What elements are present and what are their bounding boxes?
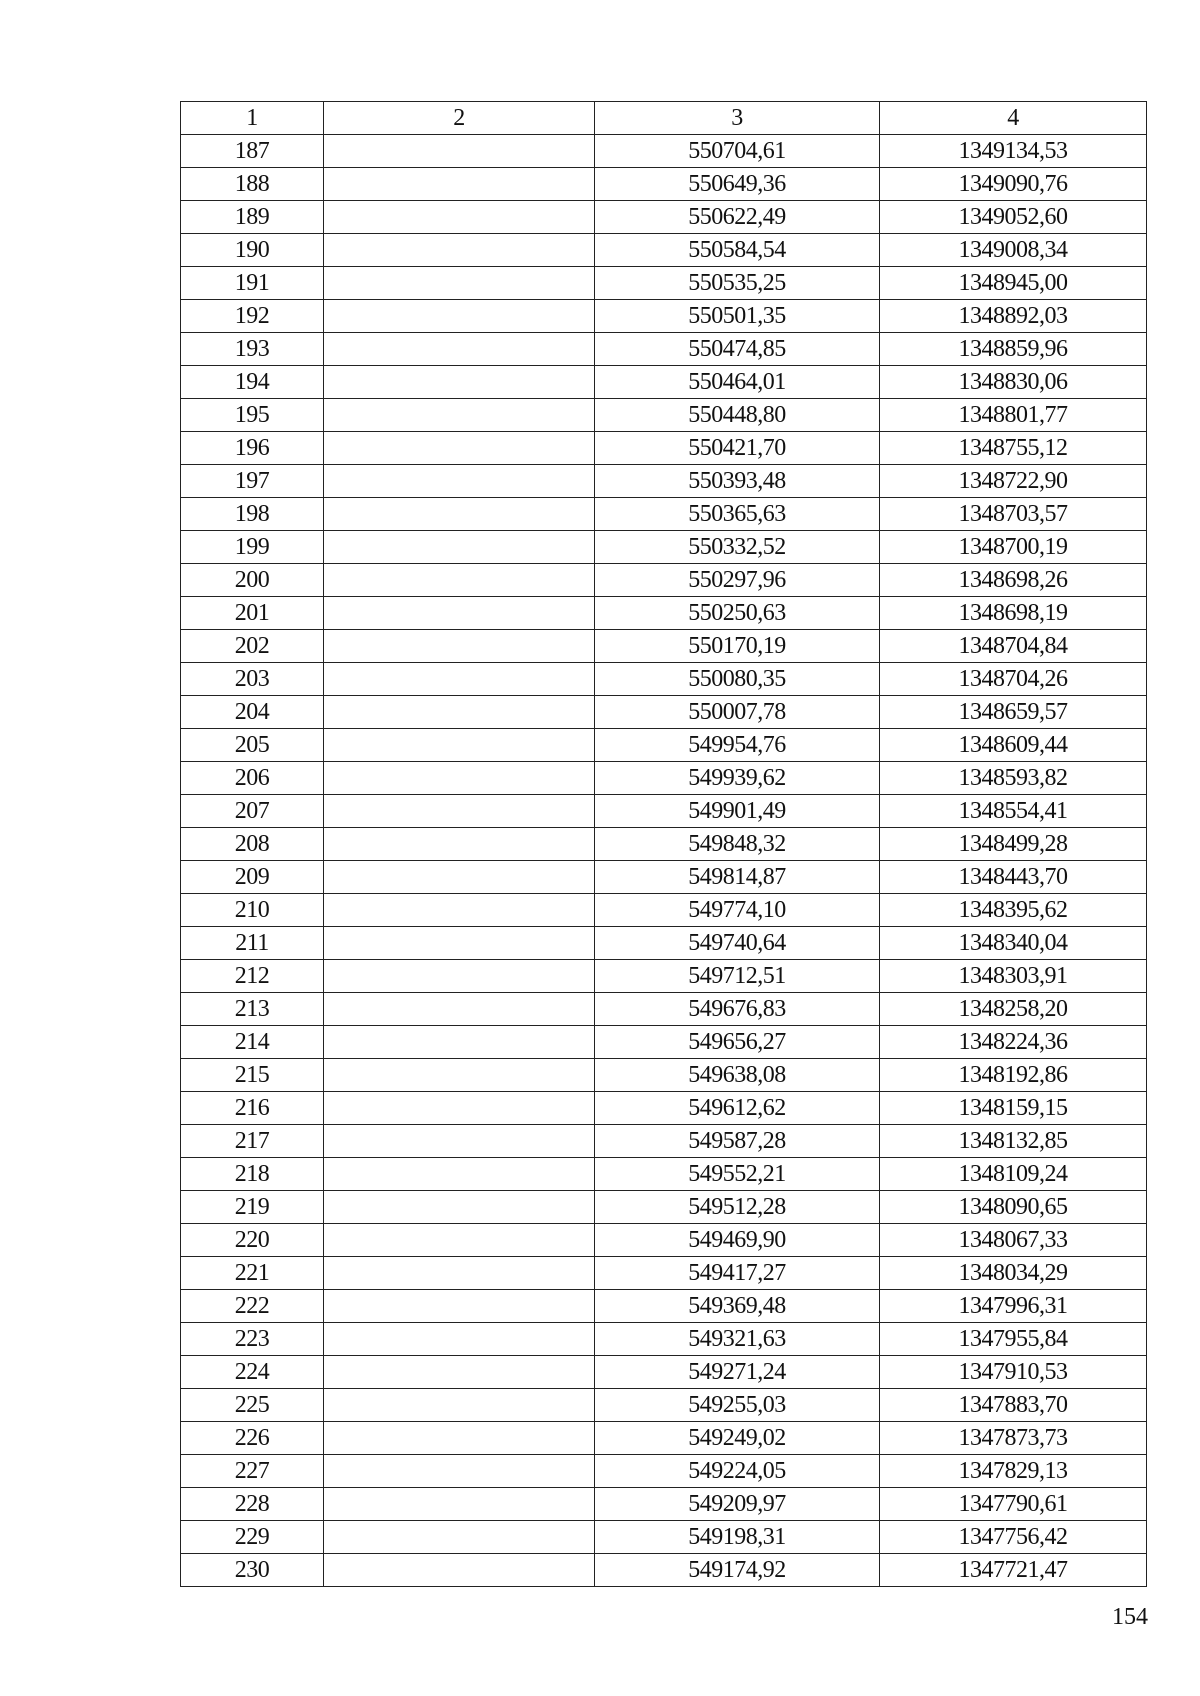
table-cell bbox=[324, 1125, 595, 1158]
table-cell bbox=[324, 1290, 595, 1323]
table-cell: 550332,52 bbox=[595, 531, 880, 564]
table-row bbox=[181, 861, 1147, 894]
table-cell: 1347955,84 bbox=[880, 1323, 1147, 1356]
column-header: 1 bbox=[181, 102, 324, 135]
table-cell bbox=[324, 663, 595, 696]
table-cell bbox=[324, 333, 595, 366]
table-cell: 1348801,77 bbox=[880, 399, 1147, 432]
table-cell: 1349052,60 bbox=[880, 201, 1147, 234]
table-cell: 1348395,62 bbox=[880, 894, 1147, 927]
table-row bbox=[181, 168, 1147, 201]
table-cell: 1348554,41 bbox=[880, 795, 1147, 828]
table-row bbox=[181, 762, 1147, 795]
table-row bbox=[181, 432, 1147, 465]
table-row bbox=[181, 1125, 1147, 1158]
table-row bbox=[181, 1488, 1147, 1521]
table-cell bbox=[324, 1554, 595, 1587]
table-cell: 1348722,90 bbox=[880, 465, 1147, 498]
table-cell: 229 bbox=[181, 1521, 324, 1554]
table-cell bbox=[324, 795, 595, 828]
table-cell: 549901,49 bbox=[595, 795, 880, 828]
table-cell: 213 bbox=[181, 993, 324, 1026]
table-cell: 549552,21 bbox=[595, 1158, 880, 1191]
table-cell: 549774,10 bbox=[595, 894, 880, 927]
table-cell: 205 bbox=[181, 729, 324, 762]
table-cell: 225 bbox=[181, 1389, 324, 1422]
table-cell: 549174,92 bbox=[595, 1554, 880, 1587]
table-row bbox=[181, 1290, 1147, 1323]
table-cell: 206 bbox=[181, 762, 324, 795]
table-cell: 549638,08 bbox=[595, 1059, 880, 1092]
table-cell: 1347721,47 bbox=[880, 1554, 1147, 1587]
table-row bbox=[181, 1389, 1147, 1422]
table-row bbox=[181, 663, 1147, 696]
table-cell: 549954,76 bbox=[595, 729, 880, 762]
table-cell bbox=[324, 597, 595, 630]
table-cell: 1348067,33 bbox=[880, 1224, 1147, 1257]
table-cell: 550448,80 bbox=[595, 399, 880, 432]
table-row bbox=[181, 597, 1147, 630]
table-cell: 1348609,44 bbox=[880, 729, 1147, 762]
table-cell: 550584,54 bbox=[595, 234, 880, 267]
table-cell bbox=[324, 300, 595, 333]
table-cell: 1348034,29 bbox=[880, 1257, 1147, 1290]
table-cell: 1348659,57 bbox=[880, 696, 1147, 729]
table-cell: 550393,48 bbox=[595, 465, 880, 498]
table-cell: 549249,02 bbox=[595, 1422, 880, 1455]
table-cell: 188 bbox=[181, 168, 324, 201]
table-cell bbox=[324, 498, 595, 531]
table-row bbox=[181, 1455, 1147, 1488]
table-cell: 550421,70 bbox=[595, 432, 880, 465]
table-cell bbox=[324, 960, 595, 993]
table-cell: 1347996,31 bbox=[880, 1290, 1147, 1323]
table-cell: 1348132,85 bbox=[880, 1125, 1147, 1158]
table-cell: 550704,61 bbox=[595, 135, 880, 168]
table-cell: 1348703,57 bbox=[880, 498, 1147, 531]
table-cell: 210 bbox=[181, 894, 324, 927]
table-cell: 549848,32 bbox=[595, 828, 880, 861]
table-cell: 1348593,82 bbox=[880, 762, 1147, 795]
table-cell bbox=[324, 1026, 595, 1059]
table-cell: 1348698,26 bbox=[880, 564, 1147, 597]
table-row bbox=[181, 927, 1147, 960]
table-cell: 1348340,04 bbox=[880, 927, 1147, 960]
table-row bbox=[181, 1026, 1147, 1059]
table-cell: 1348090,65 bbox=[880, 1191, 1147, 1224]
table-cell: 1348159,15 bbox=[880, 1092, 1147, 1125]
table-cell: 226 bbox=[181, 1422, 324, 1455]
table-cell: 1348192,86 bbox=[880, 1059, 1147, 1092]
table-row bbox=[181, 1191, 1147, 1224]
table-cell bbox=[324, 432, 595, 465]
table-cell: 550170,19 bbox=[595, 630, 880, 663]
table-row bbox=[181, 1224, 1147, 1257]
table-row bbox=[181, 1158, 1147, 1191]
table-cell: 549676,83 bbox=[595, 993, 880, 1026]
table-cell: 549656,27 bbox=[595, 1026, 880, 1059]
table-row bbox=[181, 234, 1147, 267]
table-cell: 550007,78 bbox=[595, 696, 880, 729]
table-cell: 549814,87 bbox=[595, 861, 880, 894]
table-cell: 549469,90 bbox=[595, 1224, 880, 1257]
table-cell: 550080,35 bbox=[595, 663, 880, 696]
table-cell: 549512,28 bbox=[595, 1191, 880, 1224]
table-cell bbox=[324, 234, 595, 267]
table-cell bbox=[324, 1191, 595, 1224]
table-cell: 550464,01 bbox=[595, 366, 880, 399]
table-cell: 209 bbox=[181, 861, 324, 894]
table-cell bbox=[324, 465, 595, 498]
table-cell: 550250,63 bbox=[595, 597, 880, 630]
table-cell: 204 bbox=[181, 696, 324, 729]
table-cell: 197 bbox=[181, 465, 324, 498]
table-cell: 1348443,70 bbox=[880, 861, 1147, 894]
table-cell bbox=[324, 168, 595, 201]
table-row bbox=[181, 333, 1147, 366]
table-cell: 207 bbox=[181, 795, 324, 828]
table-row bbox=[181, 300, 1147, 333]
table-row bbox=[181, 201, 1147, 234]
table-cell bbox=[324, 1224, 595, 1257]
table-cell: 549271,24 bbox=[595, 1356, 880, 1389]
table-cell: 1348704,26 bbox=[880, 663, 1147, 696]
column-header: 3 bbox=[595, 102, 880, 135]
table-cell: 549939,62 bbox=[595, 762, 880, 795]
table-cell: 549612,62 bbox=[595, 1092, 880, 1125]
table-cell: 216 bbox=[181, 1092, 324, 1125]
table-cell: 549740,64 bbox=[595, 927, 880, 960]
table-cell bbox=[324, 1488, 595, 1521]
table-cell: 1347829,13 bbox=[880, 1455, 1147, 1488]
table-row bbox=[181, 267, 1147, 300]
table-cell: 1348499,28 bbox=[880, 828, 1147, 861]
table-row bbox=[181, 1323, 1147, 1356]
table-cell: 550501,35 bbox=[595, 300, 880, 333]
table-cell: 1347873,73 bbox=[880, 1422, 1147, 1455]
table-cell bbox=[324, 729, 595, 762]
table-cell: 219 bbox=[181, 1191, 324, 1224]
table-cell: 203 bbox=[181, 663, 324, 696]
table-cell: 196 bbox=[181, 432, 324, 465]
table-header-row bbox=[181, 102, 1147, 135]
table-cell: 1348224,36 bbox=[880, 1026, 1147, 1059]
table-cell bbox=[324, 399, 595, 432]
table-cell: 1349134,53 bbox=[880, 135, 1147, 168]
table-cell: 1347756,42 bbox=[880, 1521, 1147, 1554]
table-cell: 1348945,00 bbox=[880, 267, 1147, 300]
table-cell: 220 bbox=[181, 1224, 324, 1257]
table-cell: 1347790,61 bbox=[880, 1488, 1147, 1521]
table-cell: 549198,31 bbox=[595, 1521, 880, 1554]
table-cell: 1348892,03 bbox=[880, 300, 1147, 333]
table-row bbox=[181, 399, 1147, 432]
table-cell bbox=[324, 267, 595, 300]
table-row bbox=[181, 498, 1147, 531]
table-cell bbox=[324, 630, 595, 663]
table-cell: 187 bbox=[181, 135, 324, 168]
table-row bbox=[181, 1422, 1147, 1455]
table-cell: 1348700,19 bbox=[880, 531, 1147, 564]
table-cell bbox=[324, 993, 595, 1026]
table-cell: 191 bbox=[181, 267, 324, 300]
table-row bbox=[181, 1059, 1147, 1092]
table-cell: 189 bbox=[181, 201, 324, 234]
table-cell: 228 bbox=[181, 1488, 324, 1521]
table-cell: 212 bbox=[181, 960, 324, 993]
table-cell bbox=[324, 1389, 595, 1422]
table-cell: 1348109,24 bbox=[880, 1158, 1147, 1191]
table-cell: 550365,63 bbox=[595, 498, 880, 531]
table-cell bbox=[324, 1158, 595, 1191]
table-cell: 550535,25 bbox=[595, 267, 880, 300]
table-cell: 215 bbox=[181, 1059, 324, 1092]
table-cell: 218 bbox=[181, 1158, 324, 1191]
page-number: 154 bbox=[1112, 1604, 1148, 1630]
table-cell bbox=[324, 1455, 595, 1488]
table-cell bbox=[324, 1257, 595, 1290]
table-cell: 550649,36 bbox=[595, 168, 880, 201]
table-cell: 549587,28 bbox=[595, 1125, 880, 1158]
table-row bbox=[181, 795, 1147, 828]
table-cell bbox=[324, 135, 595, 168]
table-cell: 549369,48 bbox=[595, 1290, 880, 1323]
table-cell: 550297,96 bbox=[595, 564, 880, 597]
table-cell: 199 bbox=[181, 531, 324, 564]
table-cell bbox=[324, 1059, 595, 1092]
table-cell: 1349090,76 bbox=[880, 168, 1147, 201]
table-row bbox=[181, 564, 1147, 597]
table-row bbox=[181, 1554, 1147, 1587]
table-cell: 549712,51 bbox=[595, 960, 880, 993]
table-cell: 1348755,12 bbox=[880, 432, 1147, 465]
table-cell: 549417,27 bbox=[595, 1257, 880, 1290]
table-cell bbox=[324, 696, 595, 729]
table-cell: 550474,85 bbox=[595, 333, 880, 366]
table-row bbox=[181, 729, 1147, 762]
table-cell: 193 bbox=[181, 333, 324, 366]
table-cell bbox=[324, 1422, 595, 1455]
table-cell bbox=[324, 531, 595, 564]
table-cell: 214 bbox=[181, 1026, 324, 1059]
table-row bbox=[181, 135, 1147, 168]
table-cell: 227 bbox=[181, 1455, 324, 1488]
table-row bbox=[181, 366, 1147, 399]
coordinates-table bbox=[180, 101, 1147, 1587]
table-cell: 550622,49 bbox=[595, 201, 880, 234]
table-row bbox=[181, 1092, 1147, 1125]
table-row bbox=[181, 696, 1147, 729]
table-row bbox=[181, 1257, 1147, 1290]
table-cell: 549255,03 bbox=[595, 1389, 880, 1422]
table-cell: 211 bbox=[181, 927, 324, 960]
table-cell: 1347883,70 bbox=[880, 1389, 1147, 1422]
table-row bbox=[181, 1521, 1147, 1554]
table-cell: 1348258,20 bbox=[880, 993, 1147, 1026]
table-row bbox=[181, 960, 1147, 993]
table-cell: 1347910,53 bbox=[880, 1356, 1147, 1389]
table-cell: 192 bbox=[181, 300, 324, 333]
table-cell: 190 bbox=[181, 234, 324, 267]
table-cell: 194 bbox=[181, 366, 324, 399]
table-cell bbox=[324, 564, 595, 597]
table-cell bbox=[324, 894, 595, 927]
table-cell: 1348704,84 bbox=[880, 630, 1147, 663]
table-cell bbox=[324, 1356, 595, 1389]
table-cell: 195 bbox=[181, 399, 324, 432]
table-cell bbox=[324, 201, 595, 234]
table-cell: 198 bbox=[181, 498, 324, 531]
table-cell: 202 bbox=[181, 630, 324, 663]
table-cell: 221 bbox=[181, 1257, 324, 1290]
table-cell: 1348303,91 bbox=[880, 960, 1147, 993]
table-cell bbox=[324, 927, 595, 960]
table-cell: 217 bbox=[181, 1125, 324, 1158]
table-cell bbox=[324, 366, 595, 399]
table-cell: 222 bbox=[181, 1290, 324, 1323]
table-cell bbox=[324, 1092, 595, 1125]
table-cell: 223 bbox=[181, 1323, 324, 1356]
table-row bbox=[181, 630, 1147, 663]
table-cell: 224 bbox=[181, 1356, 324, 1389]
table-row bbox=[181, 894, 1147, 927]
table-cell bbox=[324, 828, 595, 861]
table-row bbox=[181, 828, 1147, 861]
table-cell bbox=[324, 762, 595, 795]
table-cell: 230 bbox=[181, 1554, 324, 1587]
table-row bbox=[181, 993, 1147, 1026]
column-header: 2 bbox=[324, 102, 595, 135]
table-cell: 200 bbox=[181, 564, 324, 597]
table-row bbox=[181, 531, 1147, 564]
table-cell: 549321,63 bbox=[595, 1323, 880, 1356]
table-cell: 1348830,06 bbox=[880, 366, 1147, 399]
table-row bbox=[181, 465, 1147, 498]
table-cell bbox=[324, 1323, 595, 1356]
table-cell: 549224,05 bbox=[595, 1455, 880, 1488]
table-cell: 201 bbox=[181, 597, 324, 630]
table-cell: 208 bbox=[181, 828, 324, 861]
table-cell: 1349008,34 bbox=[880, 234, 1147, 267]
table-cell: 1348698,19 bbox=[880, 597, 1147, 630]
table-cell bbox=[324, 1521, 595, 1554]
table-cell: 1348859,96 bbox=[880, 333, 1147, 366]
table-row bbox=[181, 1356, 1147, 1389]
table-cell: 549209,97 bbox=[595, 1488, 880, 1521]
column-header: 4 bbox=[880, 102, 1147, 135]
table-cell bbox=[324, 861, 595, 894]
